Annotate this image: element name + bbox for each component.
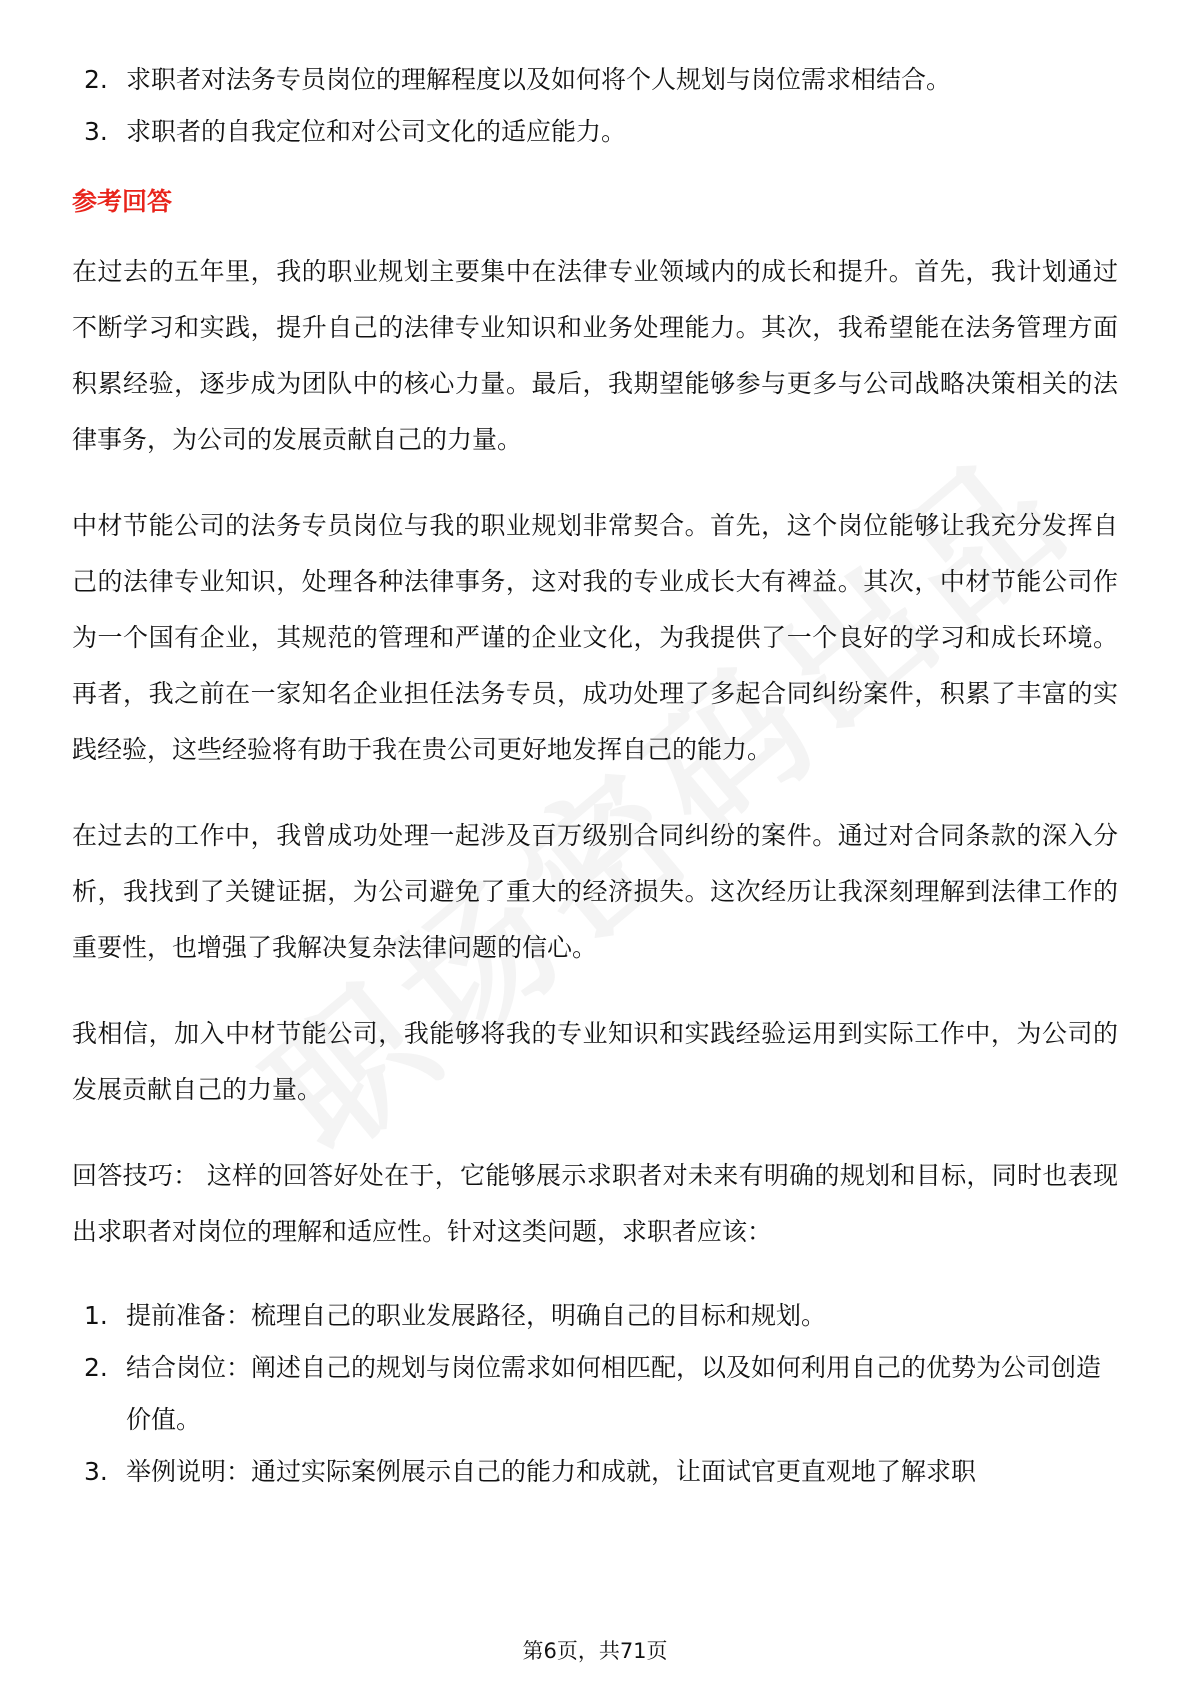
list-item-text: 求职者的自我定位和对公司文化的适应能力。 — [126, 117, 627, 146]
list-item-text: 举例说明：通过实际案例展示自己的能力和成就，让面试官更直观地了解求职 — [126, 1457, 977, 1486]
paragraph: 中材节能公司的法务专员岗位与我的职业规划非常契合。首先，这个岗位能够让我充分发挥自己的法律专业知识，处理各种法律事务，这对我的专业成长大有裨益。其次，中材节能公司作为一个国有企业，其规范的管理和严谨的企业文化，为我提供了一个良好的学习和成长环境。再者，我之前在一家知名企业担任法务专员，成功处理了多起合同纠纷案件，积累了丰富的实践经验，这些经验将有助于我在贵公司更好地发挥自己的能力。 — [72, 511, 1118, 764]
list-item-number: 2. — [84, 1353, 108, 1382]
list-item-number: 2. — [84, 65, 108, 94]
list-item — [72, 54, 1118, 106]
document-content — [72, 54, 1118, 1498]
paragraph: 我相信，加入中材节能公司，我能够将我的专业知识和实践经验运用到实际工作中，为公司的发展贡献自己的力量。 — [72, 1019, 1118, 1104]
list-item-number: 3. — [84, 1457, 108, 1486]
list-item-text: 提前准备：梳理自己的职业发展路径，明确自己的目标和规划。 — [126, 1301, 827, 1330]
list-item — [72, 106, 1118, 158]
tips-list — [72, 1290, 1118, 1498]
list-item-number: 3. — [84, 117, 108, 146]
criteria-list — [72, 54, 1118, 158]
paragraph: 在过去的五年里，我的职业规划主要集中在法律专业领域内的成长和提升。首先，我计划通过不断学习和实践，提升自己的法律专业知识和业务处理能力。其次，我希望能在法务管理方面积累经验，逐步成为团队中的核心力量。最后，我期望能够参与更多与公司战略决策相关的法律事务，为公司的发展贡献自己的力量。 — [72, 257, 1118, 454]
answer-tips-paragraph: 回答技巧： 这样的回答好处在于，它能够展示求职者对未来有明确的规划和目标，同时也表现出求职者对岗位的理解和适应性。针对这类问题，求职者应该： — [72, 1161, 1118, 1246]
list-item-number: 1. — [84, 1301, 108, 1330]
paragraph: 在过去的工作中，我曾成功处理一起涉及百万级别合同纠纷的案件。通过对合同条款的深入分析，我找到了关键证据，为公司避免了重大的经济损失。这次经历让我深刻理解到法律工作的重要性，也增强了我解决复杂法律问题的信心。 — [72, 821, 1118, 962]
list-item-text: 求职者对法务专员岗位的理解程度以及如何将个人规划与岗位需求相结合。 — [126, 65, 952, 94]
list-item — [72, 1446, 1118, 1498]
section-heading: 参考回答 — [72, 187, 173, 216]
list-item — [72, 1342, 1118, 1446]
list-item — [72, 1290, 1118, 1342]
page-number: 第6页，共71页 — [522, 1639, 668, 1663]
list-item-text: 结合岗位：阐述自己的规划与岗位需求如何相匹配，以及如何利用自己的优势为公司创造价值。 — [126, 1353, 1102, 1434]
